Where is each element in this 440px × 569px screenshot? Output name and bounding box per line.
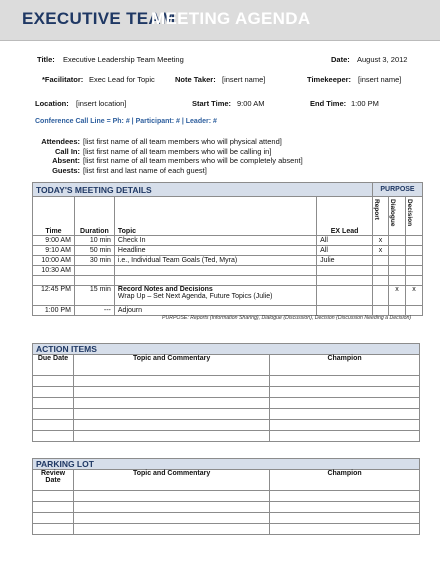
row-time: 12:45 PM	[33, 286, 75, 306]
action-items-heading: ACTION ITEMS	[33, 344, 420, 355]
row-time: 9:10 AM	[33, 246, 75, 256]
title-value: Executive Leadership Team Meeting	[63, 55, 184, 64]
location-label: Location:	[35, 99, 69, 108]
table-row	[33, 491, 420, 502]
row-time: 9:00 AM	[33, 236, 75, 246]
col-due-date: Due Date	[33, 355, 74, 376]
table-row	[33, 246, 423, 256]
row-report: x	[373, 236, 389, 246]
attendee-row	[30, 137, 330, 147]
col-report	[373, 197, 389, 236]
meeting-details-heading: TODAY'S MEETING DETAILS	[33, 183, 373, 197]
row-dialogue	[388, 246, 405, 256]
table-row	[33, 513, 420, 524]
attendee-label: Call In:	[54, 146, 80, 156]
row-report	[373, 266, 389, 276]
table-row	[33, 236, 423, 246]
col-dialogue	[388, 197, 405, 236]
facilitator-value: Exec Lead for Topic	[89, 75, 155, 84]
row-duration: 15 min	[74, 286, 114, 306]
row-topic: Record Notes and Decisions	[117, 286, 213, 293]
attendee-value: [list first name of all team members who will be completely absent]	[83, 156, 303, 165]
row-lead	[317, 266, 373, 276]
col-report-label: Report	[373, 199, 380, 220]
table-row	[33, 431, 420, 442]
row-topic	[114, 276, 316, 286]
col-decision	[405, 197, 422, 236]
row-lead: All	[317, 236, 373, 246]
attendee-label: Absent:	[52, 156, 80, 165]
action-items-table	[32, 343, 420, 442]
col-topic-commentary: Topic and Commentary	[74, 470, 270, 491]
row-topic-cell	[114, 286, 316, 306]
end-time-label: End Time:	[310, 99, 347, 108]
conference-call-line: Conference Call Line = Ph: # | Participant: # | Leader: #	[35, 118, 217, 125]
row-topic: i.e., Individual Team Goals (Ted, Myra)	[114, 256, 316, 266]
row-decision	[405, 236, 422, 246]
col-dialogue-label: Dialogue	[388, 199, 396, 227]
row-decision	[405, 246, 422, 256]
row-time	[33, 276, 75, 286]
start-time-label: Start Time:	[192, 99, 232, 108]
row-report	[373, 256, 389, 266]
facilitator-label: *Facilitator:	[42, 75, 84, 84]
attendee-value: [list first and last name of each guest]	[83, 165, 207, 175]
row-duration: 30 min	[74, 256, 114, 266]
table-row	[33, 502, 420, 513]
location-value: [insert location]	[76, 99, 127, 108]
timekeeper-label: Timekeeper:	[307, 75, 352, 84]
row-report	[373, 306, 389, 316]
row-dialogue	[388, 256, 405, 266]
col-champion: Champion	[270, 470, 420, 491]
row-lead: Julie	[317, 256, 373, 266]
attendee-row	[30, 166, 330, 176]
row-duration: ---	[74, 306, 114, 316]
row-duration: 10 min	[74, 236, 114, 246]
row-duration	[74, 276, 114, 286]
table-row	[33, 420, 420, 431]
attendee-value: [list first name of all team members who will be calling in]	[83, 146, 272, 156]
row-duration: 50 min	[74, 246, 114, 256]
table-row	[33, 524, 420, 535]
row-lead	[317, 286, 373, 306]
purpose-note: PURPOSE: Reports (Information Sharing), Dialogue (Discussion), Decision (Discussion Needing a Decision)	[162, 315, 412, 321]
title-part-2: MEETING AGENDA	[151, 9, 311, 28]
date-label: Date:	[331, 55, 350, 64]
row-topic	[114, 266, 316, 276]
table-row	[33, 409, 420, 420]
table-row	[33, 398, 420, 409]
attendee-row	[30, 147, 330, 157]
row-time: 1:00 PM	[33, 306, 75, 316]
row-topic: Adjourn	[114, 306, 316, 316]
row-topic: Check In	[114, 236, 316, 246]
end-time-value: 1:00 PM	[351, 99, 379, 108]
note-taker-value: [insert name]	[222, 75, 266, 84]
row-lead	[317, 276, 373, 286]
meeting-details-table	[32, 182, 423, 316]
attendees-block	[30, 137, 330, 175]
col-review-date: Review Date	[33, 470, 74, 491]
row-dialogue: x	[388, 286, 405, 306]
table-row	[33, 276, 423, 286]
title-part-1: EXECUTIVE TEAM	[22, 9, 176, 28]
table-row	[33, 306, 423, 316]
attendee-value: [list first name of all team members who will physical attend]	[83, 137, 282, 146]
row-dialogue	[388, 306, 405, 316]
col-time: Time	[33, 197, 75, 236]
col-decision-label: Decision	[405, 199, 413, 227]
table-row	[33, 256, 423, 266]
document-header	[0, 0, 440, 41]
row-report	[373, 286, 389, 306]
col-topic: Topic	[114, 197, 316, 236]
row-duration	[74, 266, 114, 276]
row-decision	[405, 256, 422, 266]
timekeeper-value: [insert name]	[358, 75, 402, 84]
row-decision: x	[405, 286, 422, 306]
date-value: August 3, 2012	[357, 55, 408, 64]
table-row	[33, 266, 423, 276]
title-label: Title:	[37, 55, 55, 64]
row-dialogue	[388, 236, 405, 246]
col-topic-commentary: Topic and Commentary	[74, 355, 270, 376]
col-duration: Duration	[74, 197, 114, 236]
row-lead	[317, 306, 373, 316]
row-decision	[405, 266, 422, 276]
note-taker-label: Note Taker:	[175, 75, 216, 84]
parking-lot-heading: PARKING LOT	[33, 459, 420, 470]
start-time-value: 9:00 AM	[237, 99, 265, 108]
table-row	[33, 376, 420, 387]
row-report	[373, 276, 389, 286]
col-ex-lead: EX Lead	[317, 197, 373, 236]
row-dialogue	[388, 276, 405, 286]
attendee-label: Attendees:	[41, 137, 80, 146]
row-report: x	[373, 246, 389, 256]
row-time: 10:00 AM	[33, 256, 75, 266]
row-time: 10:30 AM	[33, 266, 75, 276]
row-lead: All	[317, 246, 373, 256]
attendee-row	[30, 156, 330, 166]
purpose-heading: PURPOSE	[373, 183, 423, 197]
parking-lot-table	[32, 458, 420, 535]
row-decision	[405, 276, 422, 286]
attendee-label: Guests:	[52, 165, 80, 175]
row-topic-detail: Wrap Up – Set Next Agenda, Future Topics (Julie)	[117, 293, 273, 300]
table-row	[33, 286, 423, 306]
row-topic: Headline	[114, 246, 316, 256]
row-dialogue	[388, 266, 405, 276]
col-champion: Champion	[270, 355, 420, 376]
table-row	[33, 387, 420, 398]
row-decision	[405, 306, 422, 316]
